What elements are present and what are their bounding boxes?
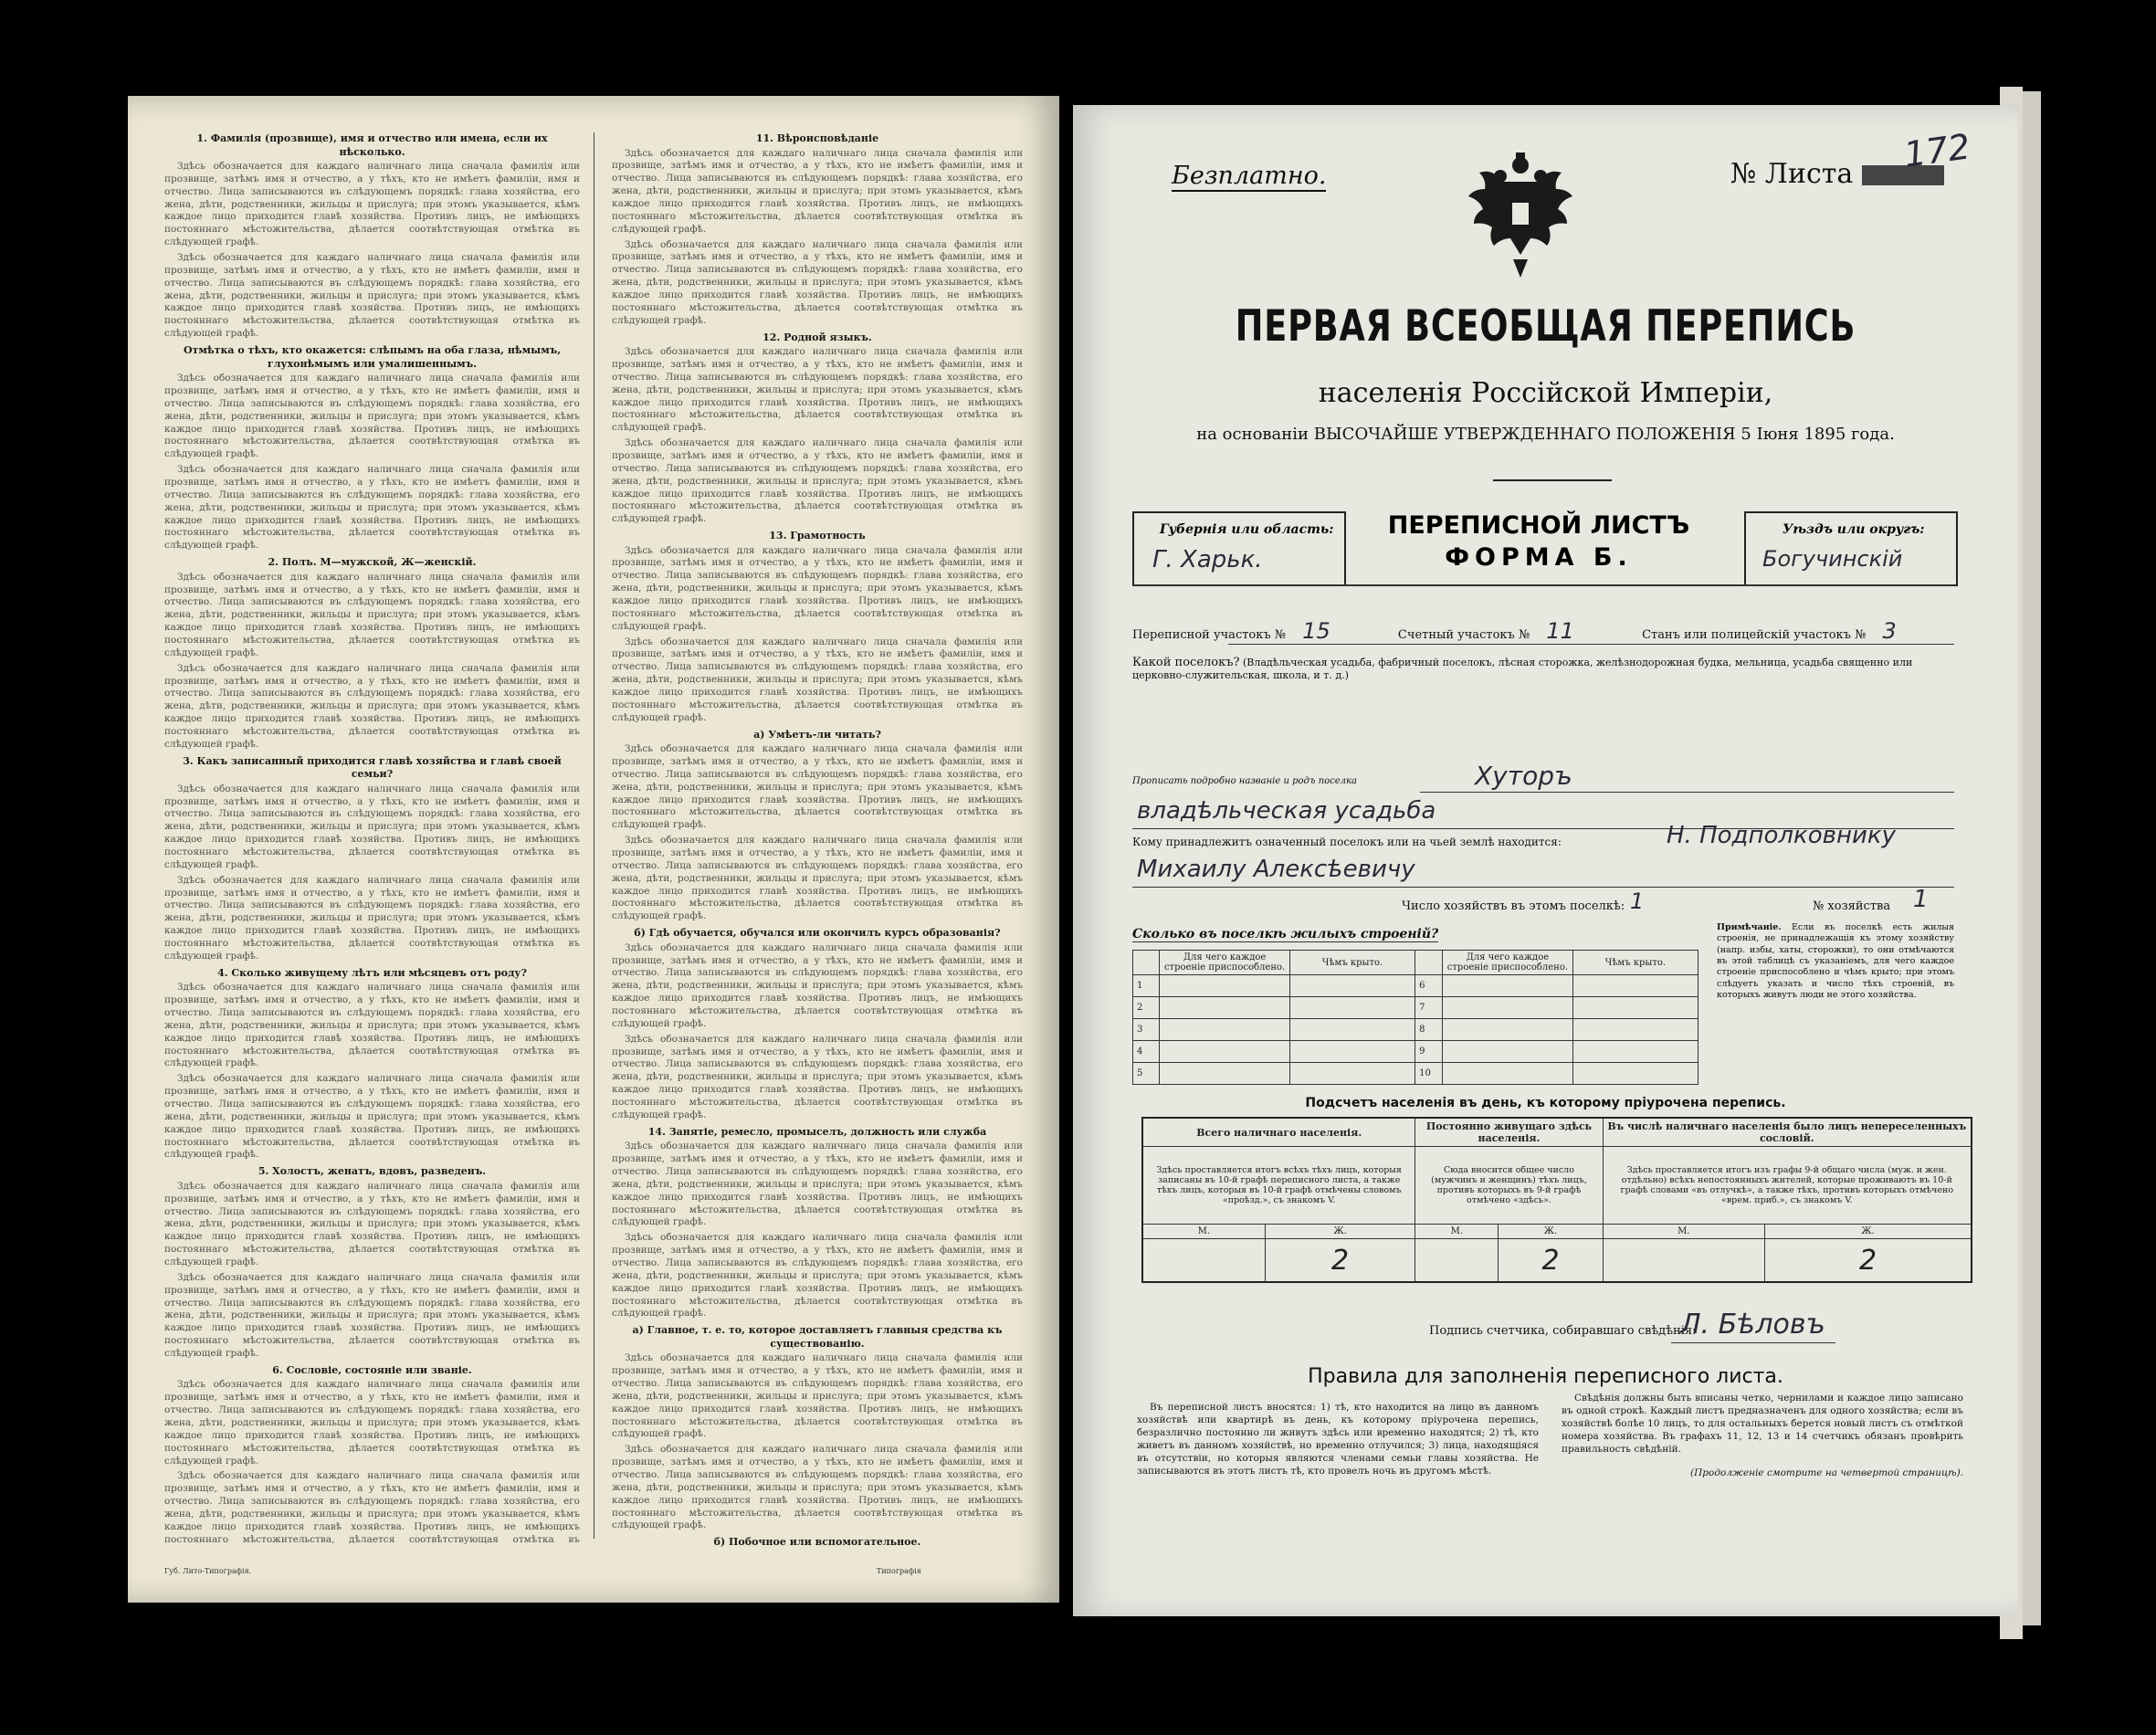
building-roof-cell [1289, 1019, 1415, 1041]
sheet-number-label-text: № Листа [1730, 158, 1854, 190]
building-purpose-cell [1160, 1019, 1290, 1041]
population-count-value [1142, 1239, 1265, 1283]
signature-value: Л. Бѣловъ [1680, 1309, 1825, 1341]
count-precinct-value: 11 [1546, 618, 1574, 644]
belongs-value-1: Н. Подполковнику [1667, 822, 1896, 849]
signature-label: Подпись счетчика, собиравшаго свѣдѣнія: [1429, 1324, 1697, 1338]
building-roof-cell [1289, 1063, 1415, 1085]
building-purpose-cell [1160, 1063, 1290, 1085]
instructions-page [128, 96, 1059, 1603]
district-label: Уѣздъ или округъ: [1783, 522, 1925, 537]
form-main-title: ПЕРВАЯ ВСЕОБЩАЯ ПЕРЕПИСЬ [1235, 301, 1856, 352]
police-precinct-label: Станъ или полицейскій участокъ № [1642, 628, 1867, 642]
building-purpose-cell [1443, 975, 1573, 997]
instruction-paragraph: Здѣсь обозначается для каждаго наличнаго лица сначала фамилія или прозвище, затѣмъ имя и отчество, а у тѣхъ, кто не имѣетъ фамиліи, имя и отчество. Лица записываются въ слѣдующемъ порядкѣ: глава хозяйства, его жена, дѣти, родственники, жильцы и прислуга; при этомъ указывается, кѣмъ каждое лицо приходится главѣ хозяйства. Противъ лицъ, не имѣющихъ постояннаго мѣстожительства, дѣлается соотвѣтствующая отмѣтка въ слѣдующей графѣ. [164, 662, 580, 750]
population-count-value [1415, 1239, 1499, 1283]
instructions-column-left [164, 129, 580, 1548]
building-row-number: 10 [1415, 1063, 1443, 1085]
legal-basis-line: на основаніи ВЫСОЧАЙШЕ УТВЕРЖДЕННАГО ПОЛОЖЕНІЯ 5 Іюня 1895 года. [1196, 425, 1895, 444]
building-roof-cell [1572, 997, 1698, 1019]
building-purpose-cell [1160, 975, 1290, 997]
census-precinct-value: 15 [1302, 618, 1330, 644]
instruction-paragraph: Здѣсь обозначается для каждаго наличнаго лица сначала фамилія или прозвище, затѣмъ имя и отчество, а у тѣхъ, кто не имѣетъ фамиліи, имя и отчество. Лица записываются въ слѣдующемъ порядкѣ: глава хозяйства, его жена, дѣти, родственники, жильцы и прислуга; при этомъ указывается, кѣмъ каждое лицо приходится главѣ хозяйства. Противъ лицъ, не имѣющихъ постояннаго мѣстожительства, дѣлается соотвѣтствующая отмѣтка въ слѣдующей графѣ. [612, 636, 1023, 723]
settlement-name-hint: Прописать подробно названіе и родъ поселка [1132, 776, 1357, 786]
sex-label: Ж. [1265, 1225, 1415, 1239]
building-roof-cell [1572, 1063, 1698, 1085]
instruction-paragraph: Здѣсь обозначается для каждаго наличнаго лица сначала фамилія или прозвище, затѣмъ имя и отчество, а у тѣхъ, кто не имѣетъ фамиліи, имя и отчество. Лица записываются въ слѣдующемъ порядкѣ: глава хозяйства, его жена, дѣти, родственники, жильцы и прислуга; при этомъ указывается, кѣмъ каждое лицо приходится главѣ хозяйства. Противъ лицъ, не имѣющихъ постояннаго мѣстожительства, дѣлается соотвѣтствующая отмѣтка въ слѣдующей графѣ. [164, 874, 580, 962]
building-row-number: 9 [1415, 1041, 1443, 1063]
instruction-paragraph: Здѣсь обозначается для каждаго наличнаго лица сначала фамилія или прозвище, затѣмъ имя и отчество, а у тѣхъ, кто не имѣетъ фамиліи, имя и отчество. Лица записываются въ слѣдующемъ порядкѣ: глава хозяйства, его жена, дѣти, родственники, жильцы и прислуга; при этомъ указывается, кѣмъ каждое лицо приходится главѣ хозяйства. Противъ лицъ, не имѣющихъ постояннаго мѣстожительства, дѣлается соотвѣтствующая отмѣтка въ слѣдующей графѣ. [612, 1352, 1023, 1440]
instruction-paragraph: Здѣсь обозначается для каждаго наличнаго лица сначала фамилія или прозвище, затѣмъ имя и отчество, а у тѣхъ, кто не имѣетъ фамиліи, имя и отчество. Лица записываются въ слѣдующемъ порядкѣ: глава хозяйства, его жена, дѣти, родственники, жильцы и прислуга; при этомъ указывается, кѣмъ каждое лицо приходится главѣ хозяйства. Противъ лицъ, не имѣющихъ постояннаго мѣстожительства, дѣлается соотвѣтствующая отмѣтка въ слѣдующей графѣ. [164, 571, 580, 658]
building-row [1133, 1041, 1699, 1063]
building-row-number: 7 [1415, 997, 1443, 1019]
building-row-number: 2 [1133, 997, 1160, 1019]
sex-label: Ж. [1499, 1225, 1603, 1239]
district-value: Богучинскій [1762, 546, 1903, 572]
instruction-paragraph: Здѣсь обозначается для каждаго наличнаго лица сначала фамилія или прозвище, затѣмъ имя и отчество, а у тѣхъ, кто не имѣетъ фамиліи, имя и отчество. Лица записываются въ слѣдующемъ порядкѣ: глава хозяйства, его жена, дѣти, родственники, жильцы и прислуга; при этомъ указывается, кѣмъ каждое лицо приходится главѣ хозяйства. Противъ лицъ, не имѣющихъ постояннаго мѣстожительства, дѣлается соотвѣтствующая отмѣтка въ слѣдующей графѣ. [164, 1073, 580, 1161]
instruction-paragraph: Здѣсь обозначается для каждаго наличнаго лица сначала фамилія или прозвище, затѣмъ имя и отчество, а у тѣхъ, кто не имѣетъ фамиліи, имя и отчество. Лица записываются въ слѣдующемъ порядкѣ: глава хозяйства, его жена, дѣти, родственники, жильцы и прислуга; при этомъ указывается, кѣмъ каждое лицо приходится главѣ хозяйства. Противъ лицъ, не имѣющихъ постояннаго мѣстожительства, дѣлается соотвѣтствующая отмѣтка въ слѣдующей графѣ. [164, 252, 580, 340]
population-count-table [1141, 1117, 1972, 1283]
instruction-section-title: а) Главное, т. е. то, которое доставляетъ главныя средства къ существованію. [632, 1324, 1003, 1350]
building-roof-cell [1572, 1019, 1698, 1041]
settlement-line [1132, 656, 1954, 681]
settlement-label: Какой поселокъ? [1132, 656, 1240, 669]
building-row-number: 4 [1133, 1041, 1160, 1063]
rules-column-left [1137, 1402, 1539, 1603]
population-count-heading: Подсчетъ населенія въ день, къ которому пріурочена перепись. [1305, 1096, 1786, 1110]
building-purpose-cell [1160, 1041, 1290, 1063]
instruction-section-title: 13. Грамотность [769, 530, 866, 542]
population-count-value [1603, 1239, 1765, 1283]
instruction-section-title: 14. Занятіе, ремесло, промыселъ, должность или служба [647, 1125, 987, 1138]
rules-text-right: Свѣдѣнія должны быть вписаны четко, чернилами и каждое лицо записано въ одной строкѣ. Каждый листъ предназначенъ для одного хозяйства; если въ хозяйствѣ болѣе 10 лицъ, то для остальныхъ берется новый листъ съ отмѣткой номера хозяйства. Въ графахъ 11, 12, 13 и 14 счетчикъ обязанъ провѣрить правильность свѣдѣній. [1562, 1393, 1963, 1455]
rules-text-left: Въ переписной листъ вносятся: 1) тѣ, кто находится на лицо въ данномъ хозяйствѣ или квартирѣ въ день, къ которому пріурочена перепись, безразлично постоянно ли живутъ здѣсь или временно находятся; 2) тѣ, кто живетъ въ данномъ хозяйствѣ, но временно отлучился; 3) лица, находящіяся въ отсутствіи, но которыя являются членами семьи главы хозяйства. Не записываются въ этотъ листъ тѣ, кто провелъ ночь въ другомъ мѣстѣ. [1137, 1402, 1539, 1477]
buildings-col-roof: Чѣмъ крыто. [1572, 951, 1698, 975]
instruction-section-title: 3. Какъ записанный приходится главѣ хозяйства и главѣ своей семьи? [183, 754, 562, 781]
form-subtitle: населенія Россійской Имперіи, [1318, 377, 1773, 409]
instruction-section-title: Отмѣтка о тѣхъ, кто окажется: слѣпымъ на оба глаза, нѣмымъ, глухонѣмымъ или умалишеннымъ. [183, 344, 562, 370]
building-row [1133, 1019, 1699, 1041]
instructions-column-right [612, 129, 1023, 1548]
instruction-paragraph: Здѣсь обозначается для каждаго наличнаго лица сначала фамилія или прозвище, затѣмъ имя и отчество, а у тѣхъ, кто не имѣетъ фамиліи, имя и отчество. Лица записываются въ слѣдующемъ порядкѣ: глава хозяйства, его жена, дѣти, родственники, жильцы и прислуга; при этомъ указывается, кѣмъ каждое лицо приходится главѣ хозяйства. Противъ лицъ, не имѣющихъ постояннаго мѣстожительства, дѣлается соотвѣтствующая отмѣтка въ слѣдующей графѣ. [164, 161, 580, 248]
precinct-line [1132, 618, 1954, 644]
buildings-note-text: Если въ поселкѣ есть жилыя строенія, не принадлежащія къ этому хозяйству (напр. избы, хаты, сторожки), то они отмѣчаются въ этой таблицѣ съ указаніемъ, для чего каждое строеніе приспособлено и чѣмъ крыто; при этомъ слѣдуетъ указать и число тѣхъ строеній, въ которыхъ живутъ люди не этого хозяйства. [1717, 922, 1954, 1001]
instruction-section-title: 1. Фамилія (прозвище), имя и отчество или имена, если их нѣсколько. [196, 132, 548, 158]
instruction-paragraph: Здѣсь обозначается для каждаго наличнаго лица сначала фамилія или прозвище, затѣмъ имя и отчество, а у тѣхъ, кто не имѣетъ фамиліи, имя и отчество. Лица записываются въ слѣдующемъ порядкѣ: глава хозяйства, его жена, дѣти, родственники, жильцы и прислуга; при этомъ указывается, кѣмъ каждое лицо приходится главѣ хозяйства. Противъ лицъ, не имѣющихъ постояннаго мѣстожительства, дѣлается соотвѣтствующая отмѣтка въ слѣдующей графѣ. [612, 941, 1023, 1029]
instruction-paragraph: Здѣсь обозначается для каждаго наличнаго лица сначала фамилія или прозвище, затѣмъ имя и отчество, а у тѣхъ, кто не имѣетъ фамиліи, имя и отчество. Лица записываются въ слѣдующемъ порядкѣ: глава хозяйства, его жена, дѣти, родственники, жильцы и прислуга; при этомъ указывается, кѣмъ каждое лицо приходится главѣ хозяйства. Противъ лицъ, не имѣющихъ постояннаго мѣстожительства, дѣлается соотвѣтствующая отмѣтка въ слѣдующей графѣ. [164, 464, 580, 552]
double-headed-eagle-icon [1466, 145, 1575, 282]
building-purpose-cell [1443, 1063, 1573, 1085]
province-box [1132, 511, 1346, 586]
signature-underline [1671, 1342, 1835, 1343]
building-roof-cell [1572, 975, 1698, 997]
instruction-paragraph: Здѣсь обозначается для каждаго наличнаго лица сначала фамилія или прозвище, затѣмъ имя и отчество, а у тѣхъ, кто не имѣетъ фамиліи, имя и отчество. Лица записываются въ слѣдующемъ порядкѣ: глава хозяйства, его жена, дѣти, родственники, жильцы и прислуга; при этомъ указывается, кѣмъ каждое лицо приходится главѣ хозяйства. Противъ лицъ, не имѣющихъ постояннаго мѣстожительства, дѣлается соотвѣтствующая отмѣтка въ слѣдующей графѣ. [612, 835, 1023, 922]
sex-label: Ж. [1765, 1225, 1972, 1239]
building-row [1133, 997, 1699, 1019]
instruction-paragraph: Здѣсь обозначается для каждаго наличнаго лица сначала фамилія или прозвище, затѣмъ имя и отчество, а у тѣхъ, кто не имѣетъ фамиліи, имя и отчество. Лица записываются въ слѣдующемъ порядкѣ: глава хозяйства, его жена, дѣти, родственники, жильцы и прислуга; при этомъ указывается, кѣмъ каждое лицо приходится главѣ хозяйства. Противъ лицъ, не имѣющихъ постояннаго мѣстожительства, дѣлается соотвѣтствующая отмѣтка въ слѣдующей графѣ. [612, 1141, 1023, 1228]
building-purpose-cell [1443, 1041, 1573, 1063]
form-heading: ПЕРЕПИСНОЙ ЛИСТЪ [1387, 511, 1690, 540]
census-form-page [1073, 105, 2018, 1616]
rules-column-right [1562, 1393, 1963, 1603]
instruction-paragraph: Здѣсь обозначается для каждаго наличнаго лица сначала фамилія или прозвище, затѣмъ имя и отчество, а у тѣхъ, кто не имѣетъ фамиліи, имя и отчество. Лица записываются въ слѣдующемъ порядкѣ: глава хозяйства, его жена, дѣти, родственники, жильцы и прислуга; при этомъ указывается, кѣмъ каждое лицо приходится главѣ хозяйства. Противъ лицъ, не имѣющихъ постояннаго мѣстожительства, дѣлается соотвѣтствующая отмѣтка въ слѣдующей графѣ. [164, 1379, 580, 1467]
instruction-section-title: 4. Сколько живущему лѣтъ или мѣсяцевъ отъ роду? [217, 966, 527, 979]
household-number-value: 1 [1913, 886, 1929, 913]
building-row [1133, 1063, 1699, 1085]
instruction-paragraph: Здѣсь обозначается для каждаго наличнаго лица сначала фамилія или прозвище, затѣмъ имя и отчество, а у тѣхъ, кто не имѣетъ фамиліи, имя и отчество. Лица записываются въ слѣдующемъ порядкѣ: глава хозяйства, его жена, дѣти, родственники, жильцы и прислуга; при этомъ указывается, кѣмъ каждое лицо приходится главѣ хозяйства. Противъ лицъ, не имѣющихъ постояннаго мѣстожительства, дѣлается соотвѣтствующая отмѣтка въ слѣдующей графѣ. [612, 544, 1023, 632]
province-value: Г. Харьк. [1152, 546, 1263, 573]
population-count-value: 2 [1265, 1239, 1415, 1283]
sex-label: М. [1603, 1225, 1765, 1239]
building-row-number: 8 [1415, 1019, 1443, 1041]
title-divider [1493, 479, 1612, 481]
buildings-note-title: Примѣчаніе. [1717, 922, 1782, 932]
rules-continuation: (Продолженіе смотрите на четвертой страницѣ). [1690, 1467, 1963, 1478]
province-label: Губернія или область: [1160, 522, 1334, 537]
instruction-paragraph: Здѣсь обозначается для каждаго наличнаго лица сначала фамилія или прозвище, затѣмъ имя и отчество, а у тѣхъ, кто не имѣетъ фамиліи, имя и отчество. Лица записываются въ слѣдующемъ порядкѣ: глава хозяйства, его жена, дѣти, родственники, жильцы и прислуга; при этомъ указывается, кѣмъ каждое лицо приходится главѣ хозяйства. Противъ лицъ, не имѣющихъ постояннаго мѣстожительства, дѣлается соотвѣтствующая отмѣтка въ слѣдующей графѣ. [612, 346, 1023, 434]
instruction-paragraph: Здѣсь обозначается для каждаго наличнаго лица сначала фамилія или прозвище, затѣмъ имя и отчество, а у тѣхъ, кто не имѣетъ фамиліи, имя и отчество. Лица записываются въ слѣдующемъ порядкѣ: глава хозяйства, его жена, дѣти, родственники, жильцы и прислуга; при этомъ указывается, кѣмъ каждое лицо приходится главѣ хозяйства. Противъ лицъ, не имѣющихъ постояннаго мѣстожительства, дѣлается соотвѣтствующая отмѣтка въ слѣдующей графѣ. [164, 373, 580, 460]
printer-footer-left: Губ. Лито-Типографія. [164, 1567, 252, 1575]
instruction-paragraph: Здѣсь обозначается для каждаго наличнаго лица сначала фамилія или прозвище, затѣмъ имя и отчество, а у тѣхъ, кто не имѣетъ фамиліи, имя и отчество. Лица записываются въ слѣдующемъ порядкѣ: глава хозяйства, его жена, дѣти, родственники, жильцы и прислуга; при этомъ указывается, кѣмъ каждое лицо приходится главѣ хозяйства. Противъ лицъ, не имѣющихъ постояннаго мѣстожительства, дѣлается соотвѣтствующая отмѣтка въ слѣдующей графѣ. [164, 1271, 580, 1359]
building-row-number: 6 [1415, 975, 1443, 997]
households-value: 1 [1630, 889, 1645, 914]
count-precinct-label: Счетный участокъ № [1397, 628, 1530, 642]
population-count-value: 2 [1765, 1239, 1972, 1283]
instruction-paragraph: Здѣсь обозначается для каждаго наличнаго лица сначала фамилія или прозвище, затѣмъ имя и отчество, а у тѣхъ, кто не имѣетъ фамиліи, имя и отчество. Лица записываются въ слѣдующемъ порядкѣ: глава хозяйства, его жена, дѣти, родственники, жильцы и прислуга; при этомъ указывается, кѣмъ каждое лицо приходится главѣ хозяйства. Противъ лицъ, не имѣющихъ постояннаго мѣстожительства, дѣлается соотвѣтствующая отмѣтка въ слѣдующей графѣ. [164, 982, 580, 1069]
settlement-underline [1420, 792, 1954, 793]
instruction-paragraph: Здѣсь обозначается для каждаго наличнаго лица сначала фамилія или прозвище, затѣмъ имя и отчество, а у тѣхъ, кто не имѣетъ фамиліи, имя и отчество. Лица записываются въ слѣдующемъ порядкѣ: глава хозяйства, его жена, дѣти, родственники, жильцы и прислуга; при этомъ указывается, кѣмъ каждое лицо приходится главѣ хозяйства. Противъ лицъ, не имѣющихъ постояннаго мѣстожительства, дѣлается соотвѣтствующая отмѣтка въ слѣдующей графѣ. [612, 437, 1023, 525]
building-roof-cell [1289, 1041, 1415, 1063]
free-label: Безплатно. [1172, 162, 1327, 190]
belongs-label: Кому принадлежитъ означенный поселокъ или на чьей землѣ находится: [1132, 836, 1562, 848]
instruction-section-title: 12. Родной языкъ. [762, 331, 872, 343]
household-number-label: № хозяйства [1813, 899, 1891, 913]
instruction-paragraph: Здѣсь обозначается для каждаго наличнаго лица сначала фамилія или прозвище, затѣмъ имя и отчество, а у тѣхъ, кто не имѣетъ фамиліи, имя и отчество. Лица записываются въ слѣдующемъ порядкѣ: глава хозяйства, его жена, дѣти, родственники, жильцы и прислуга; при этомъ указывается, кѣмъ каждое лицо приходится главѣ хозяйства. Противъ лицъ, не имѣющихъ постояннаго мѣстожительства, дѣлается соотвѣтствующая отмѣтка въ слѣдующей графѣ. [612, 743, 1023, 831]
building-purpose-cell [1443, 1019, 1573, 1041]
building-row-number: 3 [1133, 1019, 1160, 1041]
instruction-section-title: 5. Холостъ, женатъ, вдовъ, разведенъ. [258, 1165, 487, 1178]
building-row [1133, 975, 1699, 997]
header-underline [1132, 584, 1954, 586]
instruction-section-title: б) Побочное или вспомогательное. [713, 1536, 921, 1548]
count-column-header: Всего наличнаго населенія. [1142, 1118, 1415, 1147]
instruction-paragraph: Здѣсь обозначается для каждаго наличнаго лица сначала фамилія или прозвище, затѣмъ имя и отчество, а у тѣхъ, кто не имѣетъ фамиліи, имя и отчество. Лица записываются въ слѣдующемъ порядкѣ: глава хозяйства, его жена, дѣти, родственники, жильцы и прислуга; при этомъ указывается, кѣмъ каждое лицо приходится главѣ хозяйства. Противъ лицъ, не имѣющихъ постояннаго мѣстожительства, дѣлается соотвѣтствующая отмѣтка въ слѣдующей графѣ. [164, 783, 580, 870]
building-purpose-cell [1160, 997, 1290, 1019]
belongs-value-2: Михаилу Алексѣевичу [1137, 856, 1415, 883]
buildings-col-purpose: Для чего каждое строеніе приспособлено. [1443, 951, 1573, 975]
building-roof-cell [1289, 997, 1415, 1019]
buildings-label: Сколько въ поселкѣ жилыхъ строеній? [1132, 927, 1439, 941]
form-name: ФОРМА Б. [1445, 543, 1633, 572]
buildings-note [1717, 922, 1954, 1001]
building-roof-cell [1572, 1041, 1698, 1063]
instruction-section-title: 2. Полъ. М—мужской, Ж—женскій. [268, 556, 477, 569]
belongs-underline [1132, 887, 1954, 888]
settlement-value-2: владѣльческая усадьба [1137, 797, 1436, 825]
settlement-value-1: Хуторъ [1475, 761, 1572, 791]
instruction-paragraph: Здѣсь обозначается для каждаго наличнаго лица сначала фамилія или прозвище, затѣмъ имя и отчество, а у тѣхъ, кто не имѣетъ фамиліи, имя и отчество. Лица записываются въ слѣдующемъ порядкѣ: глава хозяйства, его жена, дѣти, родственники, жильцы и прислуга; при этомъ указывается, кѣмъ каждое лицо приходится главѣ хозяйства. Противъ лицъ, не имѣющихъ постояннаго мѣстожительства, дѣлается соотвѣтствующая отмѣтка въ слѣдующей графѣ. [164, 1180, 580, 1267]
count-column-description: Здѣсь проставляется итогъ изъ графы 9-й общаго числа (муж. и жен. отдѣльно) всѣхъ непостоянныхъ жителей, которые проживаютъ въ 10-й графѣ словами «въ отлучкѣ», а также тѣхъ, противъ которыхъ отмѣчено «врем. приб.», съ знакомъ V. [1603, 1147, 1972, 1225]
households-label: Число хозяйствъ въ этомъ поселкѣ: [1402, 899, 1625, 913]
rules-title: Правила для заполненія переписного листа. [1308, 1365, 1783, 1388]
instruction-paragraph: Здѣсь обозначается для каждаго наличнаго лица сначала фамилія или прозвище, затѣмъ имя и отчество, а у тѣхъ, кто не имѣетъ фамиліи, имя и отчество. Лица записываются въ слѣдующемъ порядкѣ: глава хозяйства, его жена, дѣти, родственники, жильцы и прислуга; при этомъ указывается, кѣмъ каждое лицо приходится главѣ хозяйства. Противъ лицъ, не имѣющихъ постояннаго мѣстожительства, дѣлается соотвѣтствующая отмѣтка въ слѣдующей графѣ. [612, 1232, 1023, 1320]
instruction-paragraph: Здѣсь обозначается для каждаго наличнаго лица сначала фамилія или прозвище, затѣмъ имя и отчество, а у тѣхъ, кто не имѣетъ фамиліи, имя и отчество. Лица записываются въ слѣдующемъ порядкѣ: глава хозяйства, его жена, дѣти, родственники, жильцы и прислуга; при этомъ указывается, кѣмъ каждое лицо приходится главѣ хозяйства. Противъ лицъ, не имѣющихъ постояннаго мѣстожительства, дѣлается соотвѣтствующая отмѣтка въ слѣдующей графѣ. [612, 147, 1023, 235]
form-heading-block [1356, 511, 1721, 572]
population-count-value: 2 [1499, 1239, 1603, 1283]
instruction-paragraph: Здѣсь обозначается для каждаго наличнаго лица сначала фамилія или прозвище, затѣмъ имя и отчество, а у тѣхъ, кто не имѣетъ фамиліи, имя и отчество. Лица записываются въ слѣдующемъ порядкѣ: глава хозяйства, его жена, дѣти, родственники, жильцы и прислуга; при этомъ указывается, кѣмъ каждое лицо приходится главѣ хозяйства. Противъ лицъ, не имѣющихъ постояннаго мѣстожительства, дѣлается соотвѣтствующая отмѣтка въ слѣдующей графѣ. [612, 1033, 1023, 1120]
instruction-section-title: б) Гдѣ обучается, обучался или окончилъ курсъ образованія? [634, 927, 1001, 940]
buildings-col-purpose: Для чего каждое строеніе приспособлено. [1160, 951, 1290, 975]
building-row-number: 1 [1133, 975, 1160, 997]
instruction-section-title: а) Умѣетъ-ли читать? [753, 728, 881, 741]
instruction-paragraph: Здѣсь обозначается для каждаго наличнаго лица сначала фамилія или прозвище, затѣмъ имя и отчество, а у тѣхъ, кто не имѣетъ фамиліи, имя и отчество. Лица записываются въ слѣдующемъ порядкѣ: глава хозяйства, его жена, дѣти, родственники, жильцы и прислуга; при этомъ указывается, кѣмъ каждое лицо приходится главѣ хозяйства. Противъ лицъ, не имѣющихъ постояннаго мѣстожительства, дѣлается соотвѣтствующая отмѣтка въ [164, 1470, 580, 1545]
sex-label: М. [1142, 1225, 1265, 1239]
instruction-paragraph: Здѣсь обозначается для каждаго наличнаго лица сначала фамилія или прозвище, затѣмъ имя и отчество, а у тѣхъ, кто не имѣетъ фамиліи, имя и отчество. Лица записываются въ слѣдующемъ порядкѣ: глава хозяйства, его жена, дѣти, родственники, жильцы и прислуга; при этомъ указывается, кѣмъ каждое лицо приходится главѣ хозяйства. Противъ лицъ, не имѣющихъ постояннаго мѣстожительства, дѣлается соотвѣтствующая отмѣтка въ слѣдующей графѣ. [612, 238, 1023, 326]
building-roof-cell [1289, 975, 1415, 997]
sheet-number-handwritten: 172 [1901, 126, 1973, 175]
police-precinct-value: 3 [1882, 618, 1897, 644]
buildings-col-roof: Чѣмъ крыто. [1289, 951, 1415, 975]
building-row-number: 5 [1133, 1063, 1160, 1085]
buildings-table [1132, 950, 1699, 1085]
precinct-underline [1228, 644, 1954, 645]
printer-footer-right: Типографія [877, 1567, 921, 1575]
census-precinct-label: Переписной участокъ № [1132, 628, 1287, 642]
instruction-section-title: 6. Сословіе, состояніе или званіе. [272, 1363, 472, 1376]
building-purpose-cell [1443, 997, 1573, 1019]
count-column-header: Постоянно живущаго здѣсь населенія. [1415, 1118, 1603, 1147]
instruction-paragraph: Здѣсь обозначается для каждаго наличнаго лица сначала фамилія или прозвище, затѣмъ имя и отчество, а у тѣхъ, кто не имѣетъ фамиліи, имя и отчество. Лица записываются въ слѣдующемъ порядкѣ: глава хозяйства, его жена, дѣти, родственники, жильцы и прислуга; при этомъ указывается, кѣмъ каждое лицо приходится главѣ хозяйства. Противъ лицъ, не имѣющихъ постояннаго мѣстожительства, дѣлается соотвѣтствующая отмѣтка въ слѣдующей графѣ. [612, 1444, 1023, 1531]
count-column-header: Въ числѣ наличнаго населенія было лицъ непереселенныхъ сословій. [1603, 1118, 1972, 1147]
instruction-section-title: 11. Вѣроисповѣданіе [755, 132, 879, 144]
count-column-description: Сюда вносится общее число (мужчинъ и женщинъ) тѣхъ лицъ, противъ которыхъ въ 9-й графѣ отмѣчено «здѣсь». [1415, 1147, 1603, 1225]
sex-label: М. [1415, 1225, 1499, 1239]
settlement-hint: (Владѣльческая усадьба, фабричный поселокъ, лѣсная сторожка, желѣзнодорожная будка, мельница, усадьба священно или церковно-служительская, школа, и т. д.) [1132, 657, 1913, 681]
count-column-description: Здѣсь проставляется итогъ всѣхъ тѣхъ лицъ, которыя записаны въ 10-й графѣ переписного листа, а также тѣхъ лицъ, которыя въ 10-й графѣ отмѣчены словомъ «проѣзд.», съ знакомъ V. [1142, 1147, 1415, 1225]
district-box [1744, 511, 1958, 586]
